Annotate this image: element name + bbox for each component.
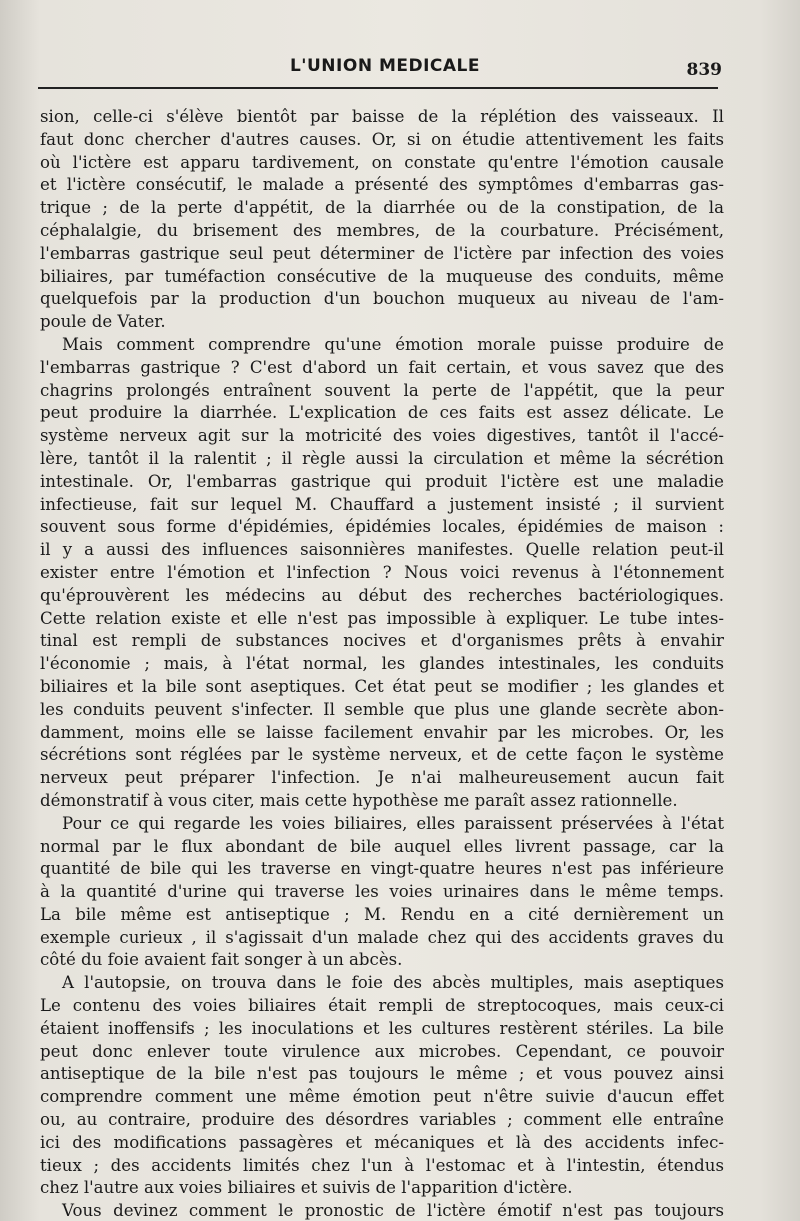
text-line: sion, celle-ci s'élève bientôt par baisse de la réplétion des vaisseaux. Il: [40, 107, 724, 126]
body-text: [40, 106, 724, 1221]
text-line: peut produire la diarrhée. L'explication de ces faits est assez délicate. Le: [40, 403, 724, 423]
journal-title: L'UNION MEDICALE: [289, 56, 481, 76]
text-line: Cette relation existe et elle n'est pas impossible à expliquer. Le tube intes-: [40, 608, 724, 628]
text-line: peut donc enlever toute virulence aux microbes. Cependant, ce pouvoir: [40, 1041, 724, 1061]
text-line: Mais comment comprendre qu'une émotion morale puisse produire de: [62, 334, 724, 354]
text-line: ou, au contraire, produire des désordres variables ; comment elle entraîne: [40, 1110, 724, 1130]
text-line: les conduits peuvent s'infecter. Il semble que plus une glande secrète abon-: [40, 699, 724, 719]
text-line: démonstratif à vous citer, mais cette hypothèse me paraît assez rationnelle.: [40, 790, 678, 810]
text-line: damment, moins elle se laisse facilement envahir par les microbes. Or, les: [40, 722, 724, 742]
header-rule: [38, 87, 718, 89]
text-line: où l'ictère est apparu tardivement, on constate qu'entre l'émotion causale: [40, 152, 724, 172]
text-line: biliaires, par tuméfaction consécutive de la muqueuse des conduits, même: [40, 266, 724, 286]
text-line: poule de Vater.: [40, 312, 166, 332]
text-line: à la quantité d'urine qui traverse les voies urinaires dans le même temps.: [40, 882, 724, 902]
text-line: faut donc chercher d'autres causes. Or, si on étudie attentivement les faits: [40, 129, 724, 149]
text-line: Pour ce qui regarde les voies biliaires, elles paraissent préservées à l'état: [62, 813, 724, 833]
text-line: étaient inoffensifs ; les inoculations et les cultures restèrent stériles. La bile: [40, 1018, 724, 1038]
text-line: qu'éprouvèrent les médecins au début des recherches bactériologiques.: [40, 585, 724, 605]
text-line: système nerveux agit sur la motricité des voies digestives, tantôt il l'accé-: [40, 426, 724, 446]
text-line: côté du foie avaient fait songer à un abcès.: [40, 950, 403, 970]
text-line: quelquefois par la production d'un bouchon muqueux au niveau de l'am-: [40, 289, 724, 309]
text-line: A l'autopsie, on trouva dans le foie des abcès multiples, mais aseptiques: [62, 973, 724, 993]
text-line: tinal est rempli de substances nocives et d'organismes prêts à envahir: [40, 631, 724, 651]
text-line: et l'ictère consécutif, le malade a présenté des symptômes d'embarras gas-: [40, 175, 724, 195]
text-line: l'embarras gastrique ? C'est d'abord un fait certain, et vous savez que des: [40, 357, 724, 377]
text-line: souvent sous forme d'épidémies, épidémies locales, épidémies de maison :: [40, 517, 724, 537]
text-line: biliaires et la bile sont aseptiques. Cet état peut se modifier ; les glandes et: [40, 676, 724, 696]
text-line: chez l'autre aux voies biliaires et suivis de l'apparition d'ictère.: [40, 1178, 573, 1198]
text-line: l'embarras gastrique seul peut déterminer de l'ictère par infection des voies: [40, 243, 724, 263]
text-line: exemple curieux , il s'agissait d'un malade chez qui des accidents graves du: [40, 927, 724, 947]
text-line: Le contenu des voies biliaires était rempli de streptocoques, mais ceux-ci: [40, 996, 724, 1016]
text-line: La bile même est antiseptique ; M. Rendu en a cité dernièrement un: [40, 904, 724, 924]
text-line: trique ; de la perte d'appétit, de la diarrhée ou de la constipation, de la: [40, 198, 724, 218]
text-line: nerveux peut préparer l'infection. Je n'ai malheureusement aucun fait: [40, 768, 724, 788]
text-line: chagrins prolongés entraînent souvent la perte de l'appétit, que la peur: [40, 380, 724, 400]
text-line: comprendre comment une même émotion peut n'être suivie d'aucun effet: [40, 1087, 724, 1107]
text-line: infectieuse, fait sur lequel M. Chauffard a justement insisté ; il survient: [40, 494, 724, 514]
text-line: céphalalgie, du brisement des membres, de la courbature. Précisément,: [40, 220, 724, 240]
text-line: Vous devinez comment le pronostic de l'ictère émotif n'est pas toujours: [62, 1201, 724, 1221]
text-line: exister entre l'émotion et l'infection ? Nous voici revenus à l'étonnement: [40, 562, 724, 582]
text-line: quantité de bile qui les traverse en vingt-quatre heures n'est pas inférieure: [40, 859, 724, 879]
page-number: 839: [686, 60, 722, 80]
text-line: sécrétions sont réglées par le système nerveux, et de cette façon le système: [40, 745, 724, 765]
text-line: il y a aussi des influences saisonnières manifestes. Quelle relation peut-il: [40, 540, 724, 560]
text-line: tieux ; des accidents limités chez l'un à l'estomac et à l'intestin, étendus: [40, 1155, 724, 1175]
text-line: l'économie ; mais, à l'état normal, les glandes intestinales, les conduits: [40, 654, 724, 674]
text-line: intestinale. Or, l'embarras gastrique qui produit l'ictère est une maladie: [40, 471, 724, 491]
text-line: ici des modifications passagères et mécaniques et là des accidents infec-: [40, 1132, 724, 1152]
text-line: normal par le flux abondant de bile auquel elles livrent passage, car la: [40, 836, 724, 856]
text-line: antiseptique de la bile n'est pas toujours le même ; et vous pouvez ainsi: [40, 1064, 724, 1084]
text-line: lère, tantôt il la ralentit ; il règle aussi la circulation et même la sécrétion: [40, 448, 724, 468]
running-header: [40, 52, 730, 82]
